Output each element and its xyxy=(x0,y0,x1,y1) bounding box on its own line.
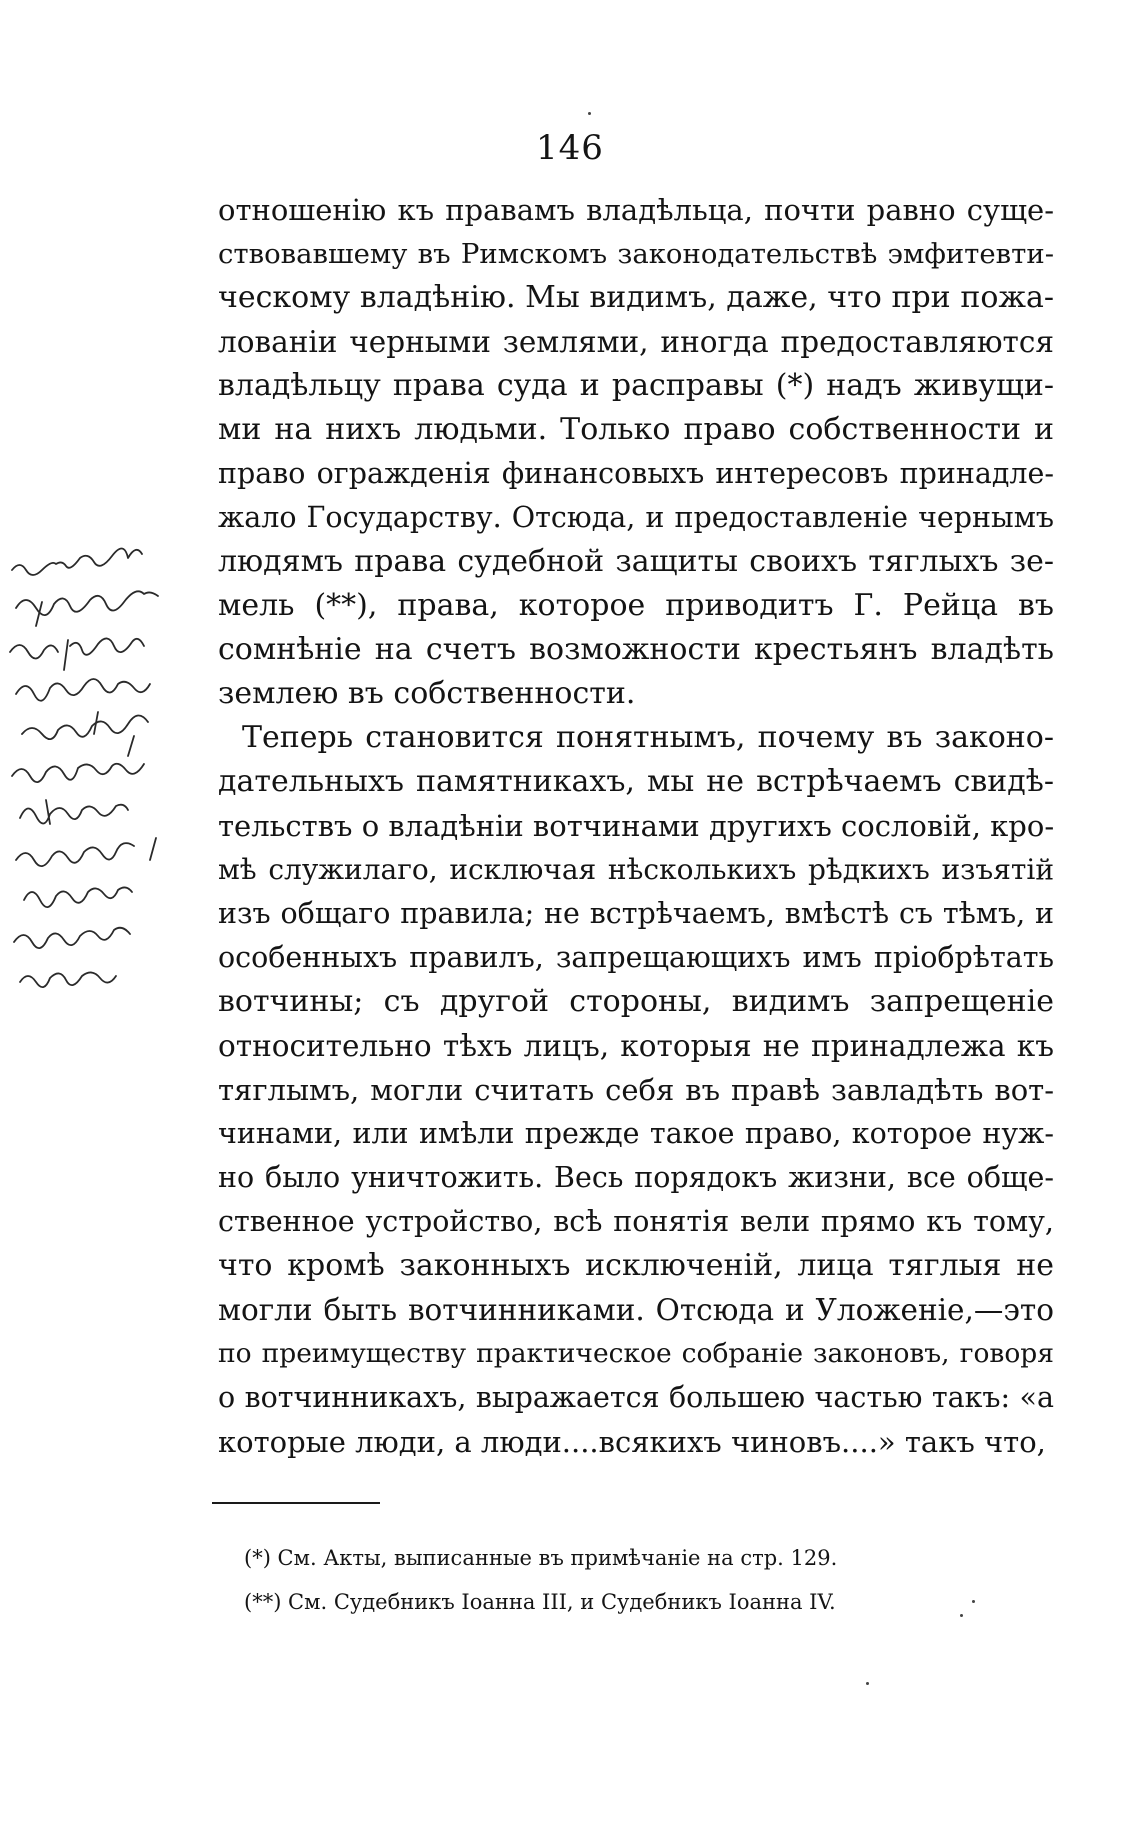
text-line: жало Государству. Отсюда, и предоставленіе чернымъ xyxy=(218,501,1054,534)
footnote: (*) См. Акты, выписанные въ примѣчаніе на стр. 129. xyxy=(244,1546,838,1570)
text-line: мѣ служилаго, исключая нѣсколькихъ рѣдкихъ изъятій xyxy=(218,853,1054,886)
text-line: но было уничтожить. Весь порядокъ жизни, все обще- xyxy=(218,1161,1054,1194)
text-line: Теперь становится понятнымъ, почему въ законо- xyxy=(242,720,1054,755)
text-line: владѣльцу права суда и расправы (*) надъ живущи- xyxy=(218,368,1054,403)
text-line: чинами, или имѣли прежде такое право, которое нуж- xyxy=(218,1117,1054,1150)
text-line: по преимуществу практическое собраніе законовъ, говоря xyxy=(218,1338,1054,1369)
text-line: право огражденія финансовыхъ интересовъ принадле- xyxy=(218,457,1054,490)
text-line: землею въ собственности. xyxy=(218,676,636,711)
text-line: ческому владѣнію. Мы видимъ, даже, что при пожа- xyxy=(218,280,1054,315)
text-line: тяглымъ, могли считать себя въ правѣ завладѣть вот- xyxy=(218,1073,1054,1107)
text-line: отношенію къ правамъ владѣльца, почти равно суще- xyxy=(218,193,1054,227)
text-line: ми на нихъ людьми. Только право собственности и xyxy=(218,412,1054,447)
text-line: могли быть вотчинниками. Отсюда и Уложеніе,—это xyxy=(218,1293,1054,1327)
text-line: людямъ права судебной защиты своихъ тяглыхъ зе- xyxy=(218,544,1054,579)
text-line: лованіи черными землями, иногда предоставляются xyxy=(218,325,1054,359)
print-speck xyxy=(866,1682,869,1685)
footnote-divider xyxy=(212,1502,380,1504)
text-line: о вотчинникахъ, выражается большею частью такъ: «а xyxy=(218,1381,1054,1414)
text-line: особенныхъ правилъ, запрещающихъ имъ пріобрѣтать xyxy=(218,941,1054,974)
text-line: ственное устройство, всѣ понятія вели прямо къ тому, xyxy=(218,1205,1054,1238)
text-line: что кромѣ законныхъ исключеній, лица тяглыя не xyxy=(218,1248,1054,1283)
footnote: (**) См. Судебникъ Іоанна III, и Судебникъ Іоанна IV. xyxy=(244,1590,836,1614)
text-line: вотчины; съ другой стороны, видимъ запрещеніе xyxy=(218,984,1054,1019)
print-speck xyxy=(588,112,591,115)
body-text xyxy=(218,188,1054,1464)
print-speck xyxy=(972,1600,975,1603)
print-speck xyxy=(960,1614,963,1617)
text-line: дательныхъ памятникахъ, мы не встрѣчаемъ свидѣ- xyxy=(218,764,1054,799)
page-number: 146 xyxy=(536,128,604,168)
text-line: сомнѣніе на счетъ возможности крестьянъ владѣть xyxy=(218,632,1054,667)
text-line: изъ общаго правила; не встрѣчаемъ, вмѣстѣ съ тѣмъ, и xyxy=(218,897,1054,930)
text-line: ствовавшему въ Римскомъ законодательствѣ эмфитевти- xyxy=(218,238,1054,270)
handwritten-marginalia xyxy=(6,530,206,1030)
text-line: мель (**), права, которое приводитъ Г. Рейца въ xyxy=(218,588,1054,623)
text-line: тельствъ о владѣніи вотчинами другихъ сословій, кро- xyxy=(218,809,1055,843)
footnotes xyxy=(244,1536,837,1624)
text-line: относительно тѣхъ лицъ, которыя не принадлежа къ xyxy=(218,1029,1054,1063)
text-line: которые люди, а люди....всякихъ чиновъ....» такъ что, xyxy=(218,1425,1046,1459)
